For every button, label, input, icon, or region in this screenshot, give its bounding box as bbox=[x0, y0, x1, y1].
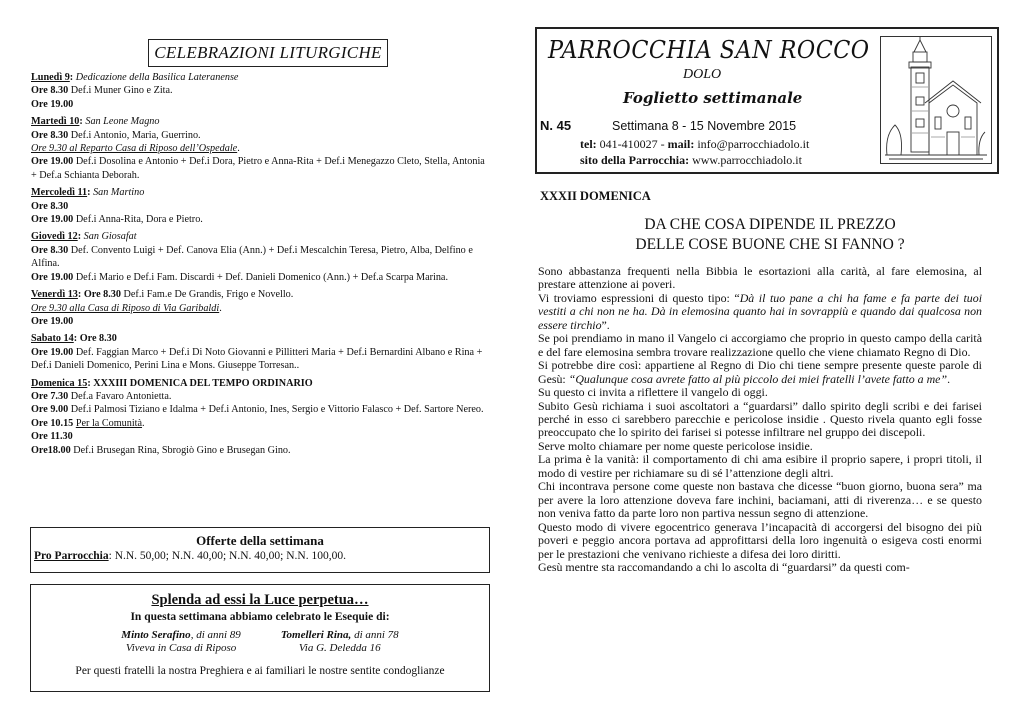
deceased-entry bbox=[121, 629, 241, 655]
mass-line bbox=[31, 129, 491, 142]
article-paragraph bbox=[538, 386, 982, 399]
deceased-name: Minto Serafino bbox=[121, 629, 191, 641]
text-run: Sono abbastanza frequenti nella Bibbia le esortazioni alla carità, al fare elemosina, al prestare attenzione ai poveri. bbox=[538, 264, 982, 292]
mass-line bbox=[31, 288, 491, 301]
headline-line-1: DA CHE COSA DIPENDE IL PREZZO bbox=[644, 216, 896, 233]
text-run: Mercoledì 11 bbox=[31, 187, 88, 199]
article-paragraph bbox=[538, 440, 982, 453]
mass-line bbox=[31, 142, 491, 155]
parish-name: PARROCCHIA SAN ROCCO bbox=[548, 36, 870, 64]
text-run: Vi troviamo espressioni di questo tipo: “ bbox=[538, 290, 740, 305]
deceased-age: di anni 78 bbox=[351, 629, 399, 641]
mass-line bbox=[31, 430, 491, 443]
text-run: Ore 19.00 bbox=[31, 346, 76, 358]
text-run: Def.i Antonio, Maria, Guerrino. bbox=[70, 129, 201, 141]
offerte-row bbox=[34, 550, 489, 562]
text-run: Ore 9.30 alla Casa di Riposo di Via Garibaldi bbox=[31, 302, 220, 314]
text-run: Dà il tuo pane a chi ha fame e fa parte dei tuoi vestiti a chi non ne ha. Dà in elemosina quanto hai in sovrappiù e quando dai qualcosa non essere tirchio bbox=[538, 290, 982, 332]
text-run: Ore 8.30 bbox=[31, 200, 69, 212]
text-run: San Leone Magno bbox=[85, 116, 160, 128]
text-run: Giovedì 12 bbox=[31, 231, 78, 243]
text-run: Chi incontrava persone come queste non bastava che dicesse “buon giorno, buona sera” ma per avere la loro attenzione doveva fare inchini, baciamani, atti di riverenza… e se questo non veniva fatto da parte loro non partiva nessun segno di attenzione. bbox=[538, 479, 982, 521]
text-run: Def.i Mario e Def.i Fam. Discardi + Def. Danieli Domenico (Ann.) + Def.a Scarpa Marina. bbox=[75, 271, 448, 283]
day-entry bbox=[31, 288, 491, 328]
article-body bbox=[538, 265, 982, 574]
offerte-box bbox=[30, 527, 490, 573]
text-run: . bbox=[142, 417, 145, 429]
mass-line bbox=[31, 346, 491, 373]
text-run: : Ore 8.30 bbox=[77, 289, 124, 301]
offerte-title: Offerte della settimana bbox=[196, 533, 324, 548]
offerte-label: Pro Parrocchia bbox=[34, 550, 109, 562]
sunday-kicker: XXXII DOMENICA bbox=[540, 189, 651, 203]
celebrations-list bbox=[31, 71, 491, 457]
day-entry bbox=[31, 186, 491, 226]
day-entry bbox=[31, 115, 491, 182]
church-drawing-icon bbox=[881, 37, 991, 163]
deceased-note: Via G. Deledda 16 bbox=[298, 642, 381, 654]
mass-line bbox=[31, 271, 491, 284]
mass-line bbox=[31, 403, 491, 416]
mass-line bbox=[31, 315, 491, 328]
text-run: Ore 8.30 bbox=[31, 129, 71, 141]
article-paragraph bbox=[538, 453, 982, 480]
deceased-note: Viveva in Casa di Riposo bbox=[125, 642, 237, 654]
luce-title: Splenda ad essi la Luce perpetua… bbox=[151, 592, 369, 608]
text-run: Ore18.00 bbox=[31, 444, 74, 456]
issue-week: Settimana 8 - 15 Novembre 2015 bbox=[612, 119, 797, 133]
text-run: Def.i Muner Gino e Zita. bbox=[70, 85, 173, 97]
mass-line bbox=[31, 115, 491, 128]
text-run: ”. bbox=[601, 317, 610, 332]
mass-line bbox=[31, 200, 491, 213]
celebrazioni-title: CELEBRAZIONI LITURGICHE bbox=[148, 39, 388, 67]
text-run: . bbox=[947, 371, 951, 386]
text-run: Ore 19.00 bbox=[31, 156, 76, 168]
text-run: : bbox=[69, 72, 76, 83]
mass-line bbox=[31, 302, 491, 315]
deceased-entry bbox=[281, 629, 399, 655]
text-run: : Ore 8.30 bbox=[73, 333, 117, 345]
luce-perpetua-box bbox=[30, 584, 490, 692]
deceased-list bbox=[31, 629, 489, 655]
day-entry bbox=[31, 332, 491, 372]
issue-number: N. 45 bbox=[540, 118, 572, 133]
text-run: Def.i Fam.e De Grandis, Frigo e Novello. bbox=[123, 289, 294, 301]
mail-label: mail: bbox=[667, 137, 695, 151]
text-run: Per la Comunità bbox=[75, 417, 143, 429]
text-run: La prima è la vanità: il comportamento di chi ama esibire il proprio sapere, i propri titoli, il modo di vestire per richiamare su di sé l’attenzione degli altri. bbox=[538, 452, 982, 480]
mass-line bbox=[31, 377, 491, 390]
text-run: Su questo ci invita a riflettere il vangelo di oggi. bbox=[538, 385, 768, 400]
article-paragraph bbox=[538, 400, 982, 440]
text-run: Si potrebbe dire così: appartiene al Regno di Dio chi tiene sempre presente queste parole di Gesù: bbox=[538, 358, 982, 386]
luce-subtitle: In questa settimana abbiamo celebrato le Esequie di: bbox=[130, 611, 390, 623]
article-paragraph bbox=[538, 480, 982, 520]
text-run: Ore 9.30 al Reparto Casa di Riposo dell’Ospedale bbox=[31, 143, 238, 155]
article-paragraph bbox=[538, 292, 982, 332]
mass-line bbox=[31, 213, 491, 226]
deceased-name: Tomelleri Rina, bbox=[280, 629, 352, 641]
text-run: . bbox=[219, 302, 222, 314]
text-run: Ore 8.30 bbox=[31, 244, 71, 256]
text-run: Def.i Anna-Rita, Dora e Pietro. bbox=[75, 214, 203, 226]
mass-line bbox=[31, 98, 491, 111]
mass-line bbox=[31, 390, 491, 403]
text-run: San Giosafat bbox=[83, 231, 137, 243]
text-run: Venerdì 13 bbox=[31, 289, 78, 301]
text-run: : XXXIII DOMENICA DEL TEMPO ORDINARIO bbox=[87, 377, 313, 389]
day-entry bbox=[31, 230, 491, 284]
article-paragraph bbox=[538, 332, 982, 359]
article-paragraph bbox=[538, 561, 982, 574]
text-run: . bbox=[237, 143, 240, 155]
deceased-age: , di anni 89 bbox=[190, 629, 241, 641]
mass-line bbox=[31, 244, 491, 271]
text-run: : bbox=[79, 116, 86, 128]
text-run: Serve molto chiamare per nome queste pericolose insidie. bbox=[538, 438, 813, 453]
site-url: www.parrocchiadolo.it bbox=[689, 153, 802, 167]
article-paragraph bbox=[538, 521, 982, 561]
article-headline bbox=[540, 215, 1000, 255]
text-run: : bbox=[87, 187, 94, 199]
mass-line bbox=[31, 186, 491, 199]
offerte-values: : N.N. 50,00; N.N. 40,00; N.N. 40,00; N.N. 100,00. bbox=[108, 550, 346, 562]
tel-label: tel: bbox=[580, 137, 597, 151]
church-illustration bbox=[880, 36, 992, 164]
mail-address: info@parrocchiadolo.it bbox=[694, 137, 810, 151]
text-run: Questo modo di vivere egocentrico generava l’incapacità di accorgersi del bisogno dei più poveri e peggio ancora portava ad approfittarsi della loro ingenuità o esigeva costi enormi per le prestazioni che venivano richieste a difesa dei loro diritti. bbox=[538, 519, 982, 561]
text-run: Ore 10.15 bbox=[31, 417, 76, 429]
text-run: Ore 19.00 bbox=[31, 271, 76, 283]
text-run: Def.i Palmosi Tiziano e Idalma + Def.i Antonio, Ines, Sergio e Vittorio Falasco + Def. Sartore Nereo. bbox=[70, 404, 484, 416]
text-run: : bbox=[77, 231, 84, 243]
text-run: Def.i Brusegan Rina, Sbrogiò Gino e Brusegan Gino. bbox=[73, 444, 291, 456]
site-line bbox=[580, 153, 802, 168]
text-run: Ore 7.30 bbox=[31, 390, 71, 402]
article-paragraph bbox=[538, 265, 982, 292]
mass-line bbox=[31, 417, 491, 430]
mass-line bbox=[31, 155, 491, 182]
mass-line bbox=[31, 84, 491, 97]
contact-line bbox=[580, 137, 809, 152]
text-run: Martedì 10 bbox=[31, 116, 80, 128]
text-run: Dedicazione della Basilica Lateranense bbox=[75, 72, 239, 83]
mass-line bbox=[31, 444, 491, 457]
luce-footer: Per questi fratelli la nostra Preghiera e ai familiari le nostre sentite condoglianze bbox=[75, 665, 445, 677]
text-run: Def.i Dosolina e Antonio + Def.i Dora, Pietro e Anna-Rita + Def.i Menegazzo Cleto, Stella, Antonia + Def.a Schianta Deborah. bbox=[31, 156, 485, 181]
mass-line bbox=[31, 332, 491, 345]
mass-line bbox=[31, 230, 491, 243]
day-entry bbox=[31, 71, 491, 111]
text-run: Subito Gesù richiama i suoi ascoltatori a “guardarsi” dallo spirito degli scribi e dei farisei perché in esso ci sarebbero parecchie e pericolose insidie . Questo rivela quanto egli fosse preoccupato che lo spirito dei farisei si potesse infiltrare nel gruppo dei discepoli. bbox=[538, 398, 982, 440]
text-run: Ore 19.00 bbox=[31, 214, 76, 226]
text-run: Gesù mentre sta raccomandando a chi lo ascolta di “guardarsi” da questi com- bbox=[538, 559, 910, 574]
text-run: Ore 8.30 bbox=[31, 85, 71, 97]
site-label: sito della Parrocchia: bbox=[580, 153, 690, 167]
town-name: DOLO bbox=[683, 67, 722, 82]
text-run: Sabato 14 bbox=[31, 333, 74, 345]
headline-line-2: DELLE COSE BUONE CHE SI FANNO ? bbox=[635, 236, 905, 253]
text-run: Ore 11.30 bbox=[31, 431, 73, 443]
tel-number: 041-410027 - bbox=[596, 137, 668, 151]
text-run: Lunedì 9 bbox=[31, 72, 70, 83]
text-run: “Qualunque cosa avrete fatto al più piccolo dei miei fratelli l’avete fatto a me” bbox=[568, 371, 948, 386]
text-run: Ore 19.00 bbox=[31, 315, 74, 327]
mass-line bbox=[31, 71, 491, 84]
text-run: Def.a Favaro Antonietta. bbox=[70, 390, 172, 402]
text-run: Def. Faggian Marco + Def.i Di Noto Giovanni e Pillitteri Maria + Def.i Bernardini Albano e Rina + Def.i Danieli Domenico, Perini Lina e Mons. Giuseppe Torresan.. bbox=[31, 346, 483, 372]
text-run: Se poi prendiamo in mano il Vangelo ci accorgiamo che proprio in questo campo della carità e del fare elemosina sembra trovare realizzazione quello che viene chiamato Regno di Dio. bbox=[538, 331, 982, 359]
text-run: Ore 19.00 bbox=[31, 98, 74, 110]
article-paragraph bbox=[538, 359, 982, 386]
text-run: Ore 9.00 bbox=[31, 404, 71, 416]
text-run: San Martino bbox=[93, 187, 145, 199]
text-run: Def. Convento Luigi + Def. Canova Elia (Ann.) + Def.i Mescalchin Teresa, Pietro, Alba, Delfino e Alfina. bbox=[31, 244, 473, 270]
bulletin-name: Foglietto settimanale bbox=[623, 89, 803, 107]
day-entry bbox=[31, 377, 491, 457]
text-run: Domenica 15 bbox=[31, 377, 88, 389]
